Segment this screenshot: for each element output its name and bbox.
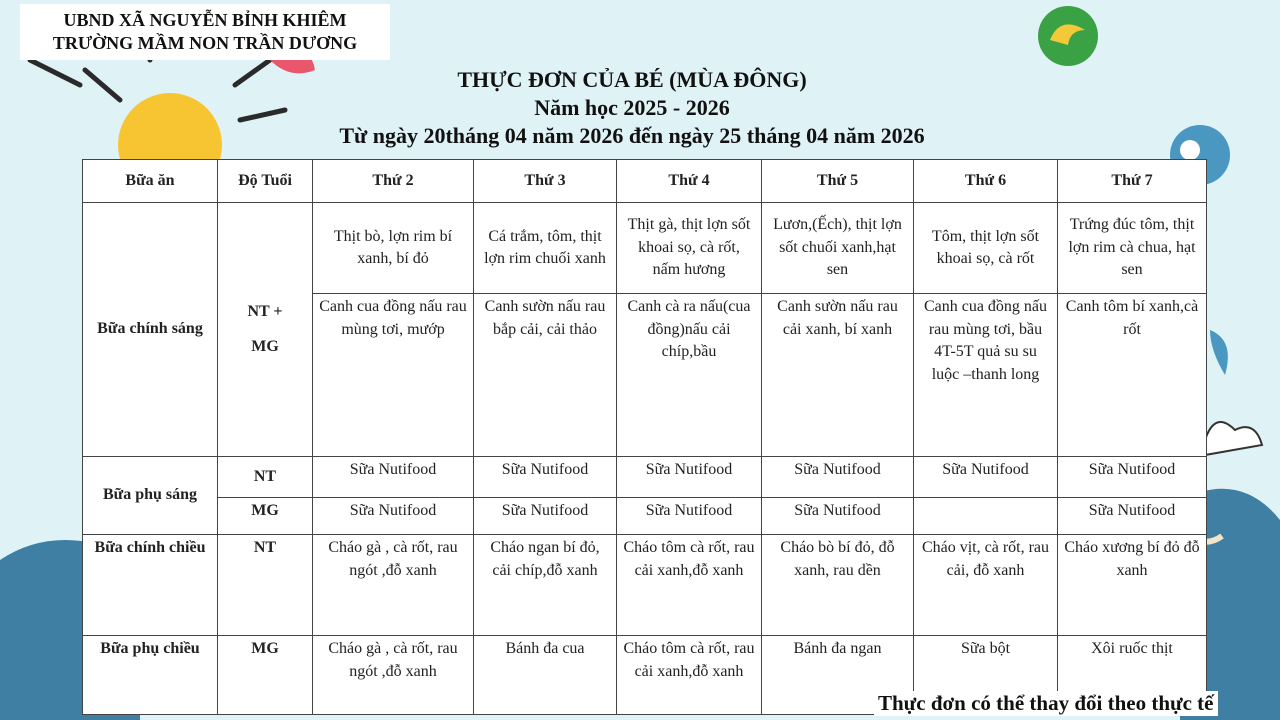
menu-cell: Sữa Nutifood	[313, 457, 474, 498]
menu-cell: Canh sườn nấu rau bắp cải, cải thảo	[474, 294, 617, 457]
table-row	[83, 498, 1207, 535]
header-meal: Bữa ăn	[83, 160, 218, 203]
menu-cell: Cháo bò bí đỏ, đỗ xanh, rau dền	[762, 535, 914, 636]
district-name: UBND XÃ NGUYỄN BỈNH KHIÊM	[63, 10, 347, 30]
meal-afternoon-snack: Bữa phụ chiều	[83, 636, 218, 715]
school-name: TRƯỜNG MẦM NON TRẦN DƯƠNG	[52, 33, 358, 53]
menu-cell: Cá trắm, tôm, thịt lợn rim chuối xanh	[474, 203, 617, 294]
age-label: NT	[218, 457, 313, 498]
header-row	[83, 160, 1207, 203]
menu-cell: Cháo gà , cà rốt, rau ngót ,đỗ xanh	[313, 535, 474, 636]
menu-cell: Canh sườn nấu rau cải xanh, bí xanh	[762, 294, 914, 457]
menu-cell: Sữa Nutifood	[914, 457, 1058, 498]
menu-cell: Trứng đúc tôm, thịt lợn rim cà chua, hạt sen	[1058, 203, 1207, 294]
menu-cell: Sữa Nutifood	[313, 498, 474, 535]
menu-title-block	[0, 66, 1264, 150]
menu-cell: Xôi ruốc thịt	[1058, 636, 1207, 715]
weekly-menu-table	[82, 159, 1207, 715]
age-label: MG	[218, 498, 313, 535]
menu-cell: Sữa Nutifood	[1058, 498, 1207, 535]
menu-cell: Bánh đa ngan	[762, 636, 914, 715]
menu-cell: Lươn,(Ếch), thịt lợn sốt chuối xanh,hạt sen	[762, 203, 914, 294]
menu-cell: Thịt bò, lợn rim bí xanh, bí đỏ	[313, 203, 474, 294]
menu-cell: Sữa bột	[914, 636, 1058, 715]
age-label: MG	[251, 337, 279, 355]
date-range: Từ ngày 20tháng 04 năm 2026 đến ngày 25 tháng 04 năm 2026	[339, 123, 925, 148]
menu-cell: Cháo xương bí đỏ đỗ xanh	[1058, 535, 1207, 636]
menu-cell: Sữa Nutifood	[762, 457, 914, 498]
table-row	[83, 535, 1207, 636]
menu-cell: Sữa Nutifood	[474, 498, 617, 535]
menu-cell: Sữa Nutifood	[1058, 457, 1207, 498]
age-label: NT	[218, 535, 313, 636]
age-label: NT +	[247, 303, 283, 320]
menu-cell: Canh cua đồng nấu rau mùng tơi, mướp	[313, 294, 474, 457]
age-label: MG	[218, 636, 313, 715]
menu-cell: Thịt gà, thịt lợn sốt khoai sọ, cà rốt, nấm hương	[617, 203, 762, 294]
header-sat: Thứ 7	[1058, 160, 1207, 203]
menu-cell	[914, 498, 1058, 535]
menu-cell: Cháo vịt, cà rốt, rau cải, đỗ xanh	[914, 535, 1058, 636]
menu-cell: Sữa Nutifood	[617, 457, 762, 498]
header-thu: Thứ 5	[762, 160, 914, 203]
menu-cell: Canh cua đồng nấu rau mùng tơi, bầu 4T-5T quả su su luộc –thanh long	[914, 294, 1058, 457]
menu-change-note: Thực đơn có thể thay đổi theo thực tế	[874, 691, 1218, 716]
menu-cell: Canh tôm bí xanh,cà rốt	[1058, 294, 1207, 457]
meal-morning-snack: Bữa phụ sáng	[83, 457, 218, 535]
menu-cell: Canh cà ra nấu(cua đồng)nấu cải chíp,bầu	[617, 294, 762, 457]
menu-cell: Cháo ngan bí đỏ, cải chíp,đỗ xanh	[474, 535, 617, 636]
header-age: Độ Tuổi	[218, 160, 313, 203]
table-row	[83, 203, 1207, 294]
meal-breakfast: Bữa chính sáng	[83, 203, 218, 457]
menu-cell: Bánh đa cua	[474, 636, 617, 715]
school-name-box	[20, 4, 390, 60]
swirl-icon	[1038, 6, 1098, 66]
menu-cell: Cháo tôm cà rốt, rau cải xanh,đỗ xanh	[617, 636, 762, 715]
menu-cell: Sữa Nutifood	[617, 498, 762, 535]
menu-cell: Cháo gà , cà rốt, rau ngót ,đỗ xanh	[313, 636, 474, 715]
header-fri: Thứ 6	[914, 160, 1058, 203]
age-breakfast	[218, 203, 313, 457]
menu-cell: Tôm, thịt lợn sốt khoai sọ, cà rốt	[914, 203, 1058, 294]
header-mon: Thứ 2	[313, 160, 474, 203]
menu-cell: Sữa Nutifood	[474, 457, 617, 498]
page-title: THỰC ĐƠN CỦA BÉ (MÙA ĐÔNG)	[457, 67, 807, 92]
school-year: Năm học 2025 - 2026	[534, 95, 730, 120]
header-tue: Thứ 3	[474, 160, 617, 203]
menu-cell: Cháo tôm cà rốt, rau cải xanh,đỗ xanh	[617, 535, 762, 636]
table-row	[83, 457, 1207, 498]
meal-lunch: Bữa chính chiều	[83, 535, 218, 636]
header-wed: Thứ 4	[617, 160, 762, 203]
menu-cell: Sữa Nutifood	[762, 498, 914, 535]
